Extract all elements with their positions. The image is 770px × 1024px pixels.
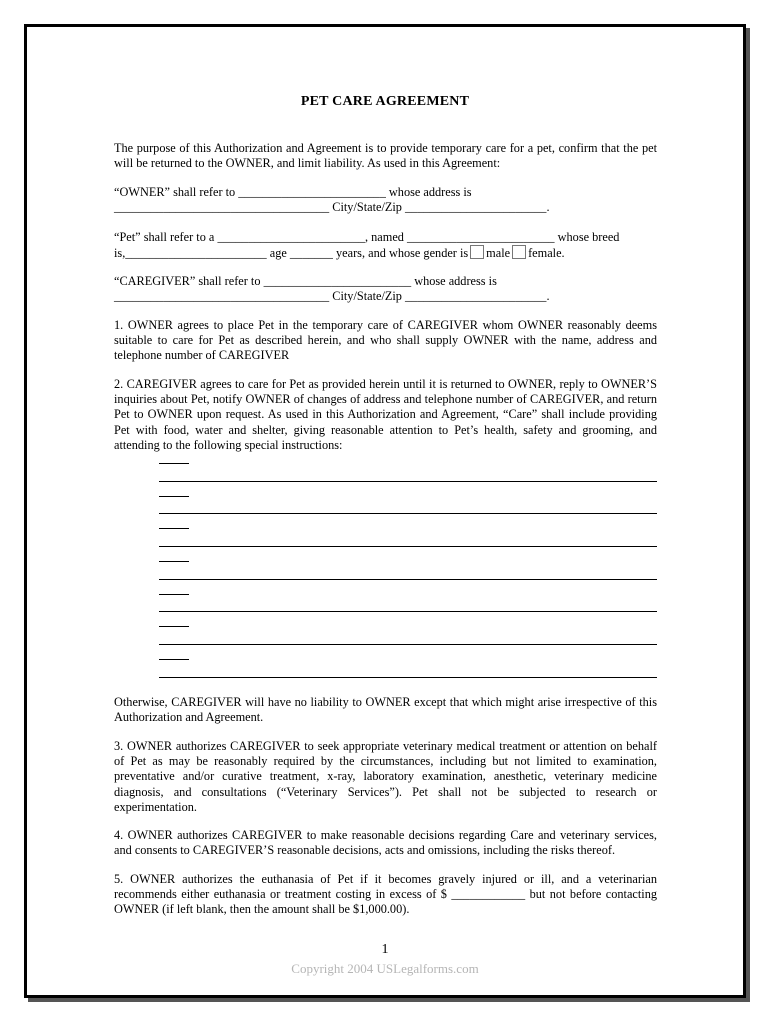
- instruction-line[interactable]: [159, 644, 657, 645]
- owner-line-1[interactable]: “OWNER” shall refer to ________________________ whose address is: [114, 185, 472, 199]
- owner-definition: [114, 185, 657, 215]
- male-checkbox[interactable]: [470, 245, 484, 259]
- instruction-number-blank[interactable]: [159, 528, 189, 529]
- female-checkbox[interactable]: [512, 245, 526, 259]
- intro-paragraph: The purpose of this Authorization and Agreement is to provide temporary care for a pet, confirm that the pet will be returned to the OWNER, and limit liability. As used in this Agreement:: [114, 141, 657, 171]
- caregiver-line-2[interactable]: ___________________________________ City/State/Zip _______________________.: [114, 289, 550, 304]
- instruction-number-blank[interactable]: [159, 626, 189, 627]
- instruction-number-blank[interactable]: [159, 594, 189, 595]
- paragraph-4: 4. OWNER authorizes CAREGIVER to make reasonable decisions regarding Care and veterinary services, and consents to CAREGIVER’S reasonable decisions, acts and omissions, including the risks thereof.: [114, 828, 657, 858]
- instruction-line[interactable]: [159, 579, 657, 580]
- instruction-line[interactable]: [159, 546, 657, 547]
- instruction-line[interactable]: [159, 481, 657, 482]
- instruction-number-blank[interactable]: [159, 659, 189, 660]
- caregiver-definition: [114, 274, 657, 304]
- paragraph-1: 1. OWNER agrees to place Pet in the temporary care of CAREGIVER whom OWNER reasonably deems suitable to care for Pet as described herein, and who shall supply OWNER with the name, address and telephone number of CAREGIVER: [114, 318, 657, 363]
- caregiver-line-1[interactable]: “CAREGIVER” shall refer to ________________________ whose address is: [114, 274, 497, 288]
- instruction-line[interactable]: [159, 677, 657, 678]
- paragraph-5: 5. OWNER authorizes the euthanasia of Pet if it becomes gravely injured or ill, and a veterinarian recommends either euthanasia or treatment costing in excess of $ ____________ but not before contacting OWNER (if left blank, then the amount shall be $1,000.00).: [114, 872, 657, 917]
- pet-line-2-text[interactable]: is,_______________________ age _______ years, and whose gender is: [114, 246, 469, 261]
- paragraph-2: 2. CAREGIVER agrees to care for Pet as provided herein until it is returned to OWNER, reply to OWNER’S inquiries about Pet, notify OWNER of changes of address and telephone number of CAREGIVER, and return Pet to OWNER upon request. As used in this Authorization and Agreement, “Care” shall include providing Pet with food, water and shelter, giving reasonable attention to Pet’s health, safety and grooming, and attending to the following special instructions:: [114, 377, 657, 452]
- otherwise-paragraph: Otherwise, CAREGIVER will have no liability to OWNER except that which might arise irrespective of this Authorization and Agreement.: [114, 695, 657, 725]
- copyright-notice: Copyright 2004 USLegalforms.com: [291, 961, 479, 976]
- instruction-number-blank[interactable]: [159, 496, 189, 497]
- instruction-line[interactable]: [159, 513, 657, 514]
- male-label: male: [486, 246, 511, 261]
- document-title: PET CARE AGREEMENT: [300, 94, 470, 109]
- owner-line-2[interactable]: ___________________________________ City/State/Zip _______________________.: [114, 200, 550, 215]
- paragraph-3: 3. OWNER authorizes CAREGIVER to seek appropriate veterinary medical treatment or attention on behalf of Pet as may be reasonably required by the circumstances, including but not limited to examination, preventative and/or curative treatment, x-ray, laboratory examination, anesthetic, veterinary medicine diagnosis, and consultations (“Veterinary Services”). Pet shall not be subjected to research or experimentation.: [114, 739, 657, 814]
- instruction-number-blank[interactable]: [159, 463, 189, 464]
- pet-line-2: [114, 245, 657, 261]
- instruction-number-blank[interactable]: [159, 561, 189, 562]
- pet-definition: [114, 230, 657, 261]
- female-label: female.: [528, 246, 565, 261]
- pet-line-1[interactable]: “Pet” shall refer to a ________________________, named ________________________ whose breed: [114, 230, 620, 244]
- page-number: 1: [381, 942, 389, 957]
- instruction-line[interactable]: [159, 611, 657, 612]
